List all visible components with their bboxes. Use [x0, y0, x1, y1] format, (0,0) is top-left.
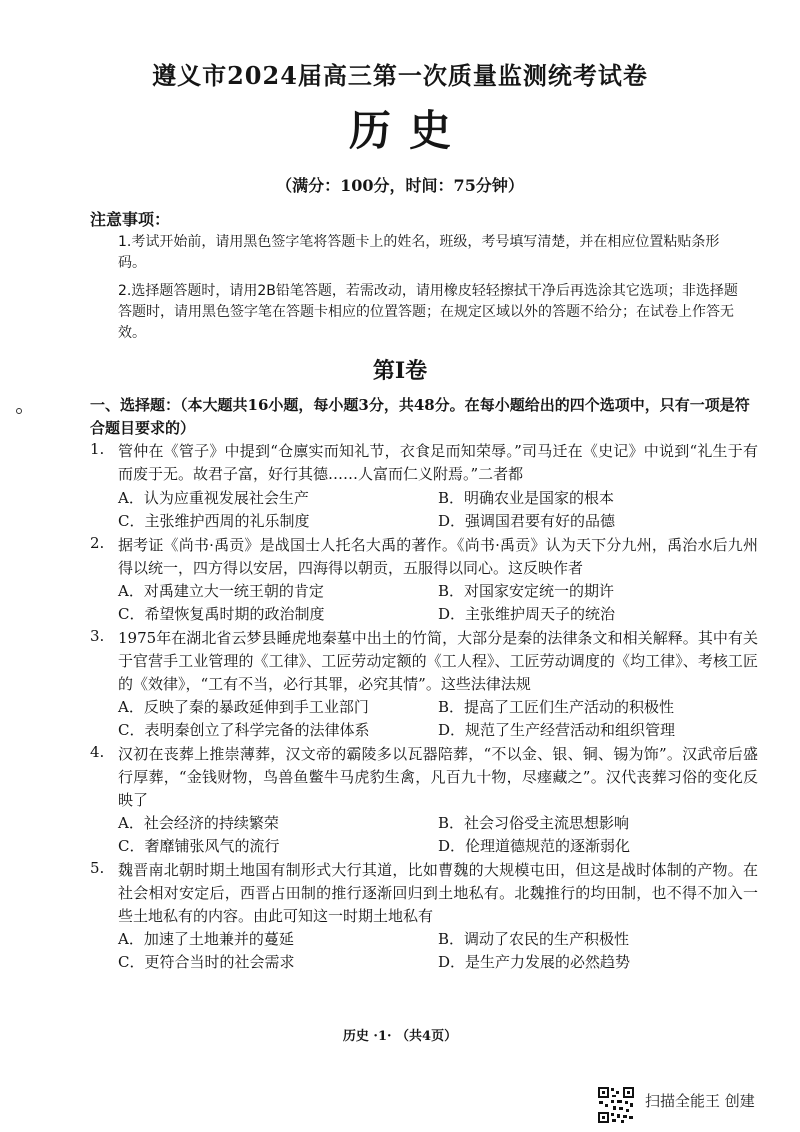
section-title: 第Ⅰ卷 — [372, 358, 428, 384]
question-number: 3. — [90, 627, 105, 645]
question-stem: 1975年在湖北省云梦县睡虎地秦墓中出土的竹简，大部分是秦的法律条文和相关解释。其中有关于官营手工业管理的《工律》、工匠劳动定额的《工人程》、工匠劳动调度的《均工律》、考核工匠的《效律》，“工有不当，必行其罪，必究其情”。这些法律法规 — [118, 629, 758, 693]
option-b: B．对国家安定统一的期许 — [438, 582, 615, 600]
option-b: B．调动了农民的生产积极性 — [438, 930, 630, 948]
option-c: C．主张维护西周的礼乐制度 — [118, 512, 310, 530]
option-a: A．对禹建立大一统王朝的肯定 — [118, 582, 324, 600]
option-b: B．社会习俗受主流思想影响 — [438, 814, 630, 832]
subject-title: 历史 — [348, 106, 469, 155]
option-d: D．是生产力发展的必然趋势 — [438, 953, 631, 971]
page-footer: 历史 ·1· （共4页） — [342, 1029, 458, 1044]
option-c: C．希望恢复禹时期的政治制度 — [118, 605, 325, 623]
question-stem: 汉初在丧葬上推崇薄葬，汉文帝的霸陵多以瓦器陪葬，“不以金、银、铜、锡为饰”。汉武帝后盛行厚葬，“金钱财物，鸟兽鱼鳖牛马虎豹生禽，凡百九十物，尽瘗藏之”。汉代丧葬习俗的变化反映了 — [118, 745, 758, 809]
scanner-watermark: 扫描全能王 创建 — [645, 1092, 755, 1110]
notes-title: 注意事项： — [90, 210, 171, 229]
option-a: A．认为应重视发展社会生产 — [118, 489, 309, 507]
option-a: A．加速了土地兼并的蔓延 — [118, 930, 294, 948]
question-stem: 魏晋南北朝时期土地国有制形式大行其道，比如曹魏的大规模屯田，但这是战时体制的产物。在社会相对安定后，西晋占田制的推行逐渐回归到土地私有。北魏推行的均田制，也不得不加入一些土地私有的内容。由此可知这一时期土地私有 — [118, 861, 758, 925]
question-stem: 据考证《尚书·禹贡》是战国士人托名大禹的著作。《尚书·禹贡》认为天下分九州，禹治水后九州得以统一，四方得以安居，四海得以朝贡，五服得以同心。这反映作者 — [118, 536, 758, 577]
exam-title: 遵义市2024届高三第一次质量监测统考试卷 — [152, 61, 648, 90]
option-d: D．伦理道德规范的逐渐弱化 — [438, 837, 631, 855]
question-number: 2. — [90, 534, 105, 552]
option-c: C．表明秦创立了科学完备的法律体系 — [118, 721, 370, 739]
scan-mark — [16, 408, 22, 414]
question-number: 4. — [90, 743, 105, 761]
note-item: 1.考试开始前，请用黑色签字笔将答题卡上的姓名，班级，考号填写清楚，并在相应位置粘贴条形码。 — [118, 234, 720, 271]
question-stem: 管仲在《管子》中提到“仓廪实而知礼节，衣食足而知荣辱。”司马迁在《史记》中说到“礼生于有而废于无。故君子富，好行其德……人富而仁义附焉。”二者都 — [118, 442, 758, 483]
qr-code-icon — [597, 1086, 635, 1124]
score-time: （满分：100分，时间：75分钟） — [276, 176, 524, 195]
option-a: A．社会经济的持续繁荣 — [118, 814, 279, 832]
note-item: 2.选择题答题时，请用2B铅笔答题，若需改动，请用橡皮轻轻擦拭干净后再选涂其它选项；非选择题答题时，请用黑色签字笔在答题卡相应的位置答题；在规定区域以外的答题不给分；在试卷上作答无效。 — [118, 283, 738, 341]
option-d: D．主张维护周天子的统治 — [438, 605, 616, 623]
part-header: 一、选择题：（本大题共16小题，每小题3分，共48分。在每小题给出的四个选项中，只有一项是符合题目要求的） — [90, 396, 750, 437]
option-b: B．明确农业是国家的根本 — [438, 489, 615, 507]
question-number: 1. — [90, 440, 105, 458]
option-d: D．规范了生产经营活动和组织管理 — [438, 721, 676, 739]
option-b: B．提高了工匠们生产活动的积极性 — [438, 698, 675, 716]
option-a: A．反映了秦的暴政延伸到手工业部门 — [118, 698, 369, 716]
option-c: C．奢靡铺张风气的流行 — [118, 837, 280, 855]
option-c: C．更符合当时的社会需求 — [118, 953, 295, 971]
question-number: 5. — [90, 859, 105, 877]
option-d: D．强调国君要有好的品德 — [438, 512, 616, 530]
